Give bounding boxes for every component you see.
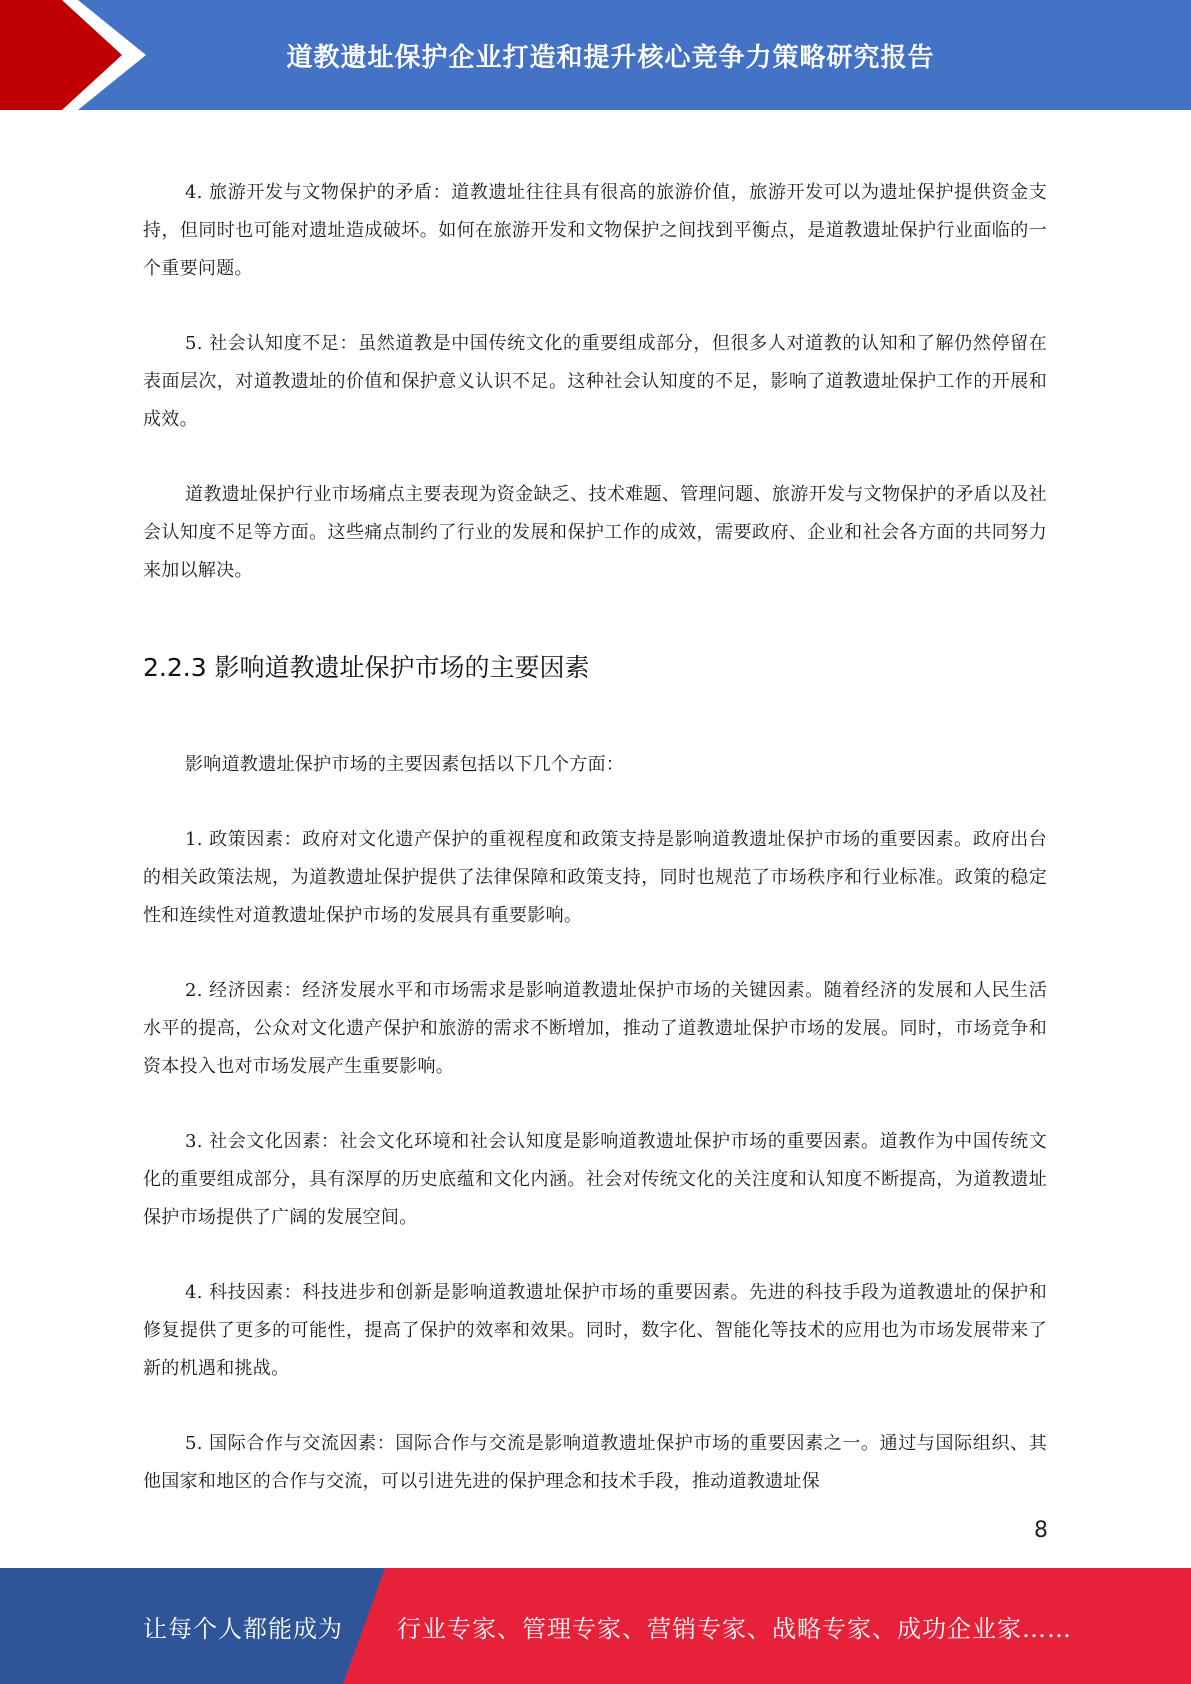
report-title: 道教遗址保护企业打造和提升核心竞争力策略研究报告 [286, 42, 935, 73]
header-arrow-decoration [0, 0, 200, 110]
document-body [143, 174, 1047, 1501]
paragraph-technology-factor: 4. 科技因素：科技进步和创新是影响道教遗址保护市场的重要因素。先进的科技手段为道教遗址的保护和修复提供了更多的可能性，提高了保护的效率和效果。同时，数字化、智能化等技术的应用也为市场发展带来了新的机遇和挑战。 [143, 1282, 1047, 1379]
paragraph-policy-factor: 1. 政策因素：政府对文化遗产保护的重视程度和政策支持是影响道教遗址保护市场的重要因素。政府出台的相关政策法规，为道教遗址保护提供了法律保障和政策支持，同时也规范了市场秩序和行业标准。政策的稳定性和连续性对道教遗址保护市场的发展具有重要影响。 [143, 829, 1047, 926]
paragraph-international-factor: 5. 国际合作与交流因素：国际合作与交流是影响道教遗址保护市场的重要因素之一。通过与国际组织、其他国家和地区的合作与交流，可以引进先进的保护理念和技术手段，推动道教遗址保 [143, 1433, 1047, 1492]
paragraph-social-culture-factor: 3. 社会文化因素：社会文化环境和社会认知度是影响道教遗址保护市场的重要因素。道教作为中国传统文化的重要组成部分，具有深厚的历史底蕴和文化内涵。社会对传统文化的关注度和认知度不断提高，为道教遗址保护市场提供了广阔的发展空间。 [143, 1131, 1047, 1228]
footer-slogan-left: 让每个人都能成为 [143, 1614, 343, 1643]
header-band [0, 0, 1191, 110]
paragraph-pain-points-summary: 道教遗址保护行业市场痛点主要表现为资金缺乏、技术难题、管理问题、旅游开发与文物保护的矛盾以及社会认知度不足等方面。这些痛点制约了行业的发展和保护工作的成效，需要政府、企业和社会各方面的共同努力来加以解决。 [143, 484, 1047, 581]
paragraph-social-awareness: 5. 社会认知度不足：虽然道教是中国传统文化的重要组成部分，但很多人对道教的认知和了解仍然停留在表面层次，对道教遗址的价值和保护意义认识不足。这种社会认知度的不足，影响了道教遗址保护工作的开展和成效。 [143, 333, 1047, 430]
paragraph-tourism-conflict: 4. 旅游开发与文物保护的矛盾：道教遗址往往具有很高的旅游价值，旅游开发可以为遗址保护提供资金支持，但同时也可能对遗址造成破坏。如何在旅游开发和文物保护之间找到平衡点，是道教遗址保护行业面临的一个重要问题。 [143, 182, 1047, 279]
paragraph-factors-intro: 影响道教遗址保护市场的主要因素包括以下几个方面： [185, 754, 625, 775]
footer-slogan-right: 行业专家、管理专家、营销专家、战略专家、成功企业家…… [397, 1614, 1072, 1643]
paragraph-economic-factor: 2. 经济因素：经济发展水平和市场需求是影响道教遗址保护市场的关键因素。随着经济的发展和人民生活水平的提高，公众对文化遗产保护和旅游的需求不断增加，推动了道教遗址保护市场的发展。同时，市场竞争和资本投入也对市场发展产生重要影响。 [143, 980, 1047, 1077]
section-heading: 2.2.3 影响道教遗址保护市场的主要因素 [143, 653, 590, 682]
page-number: 8 [1034, 1518, 1048, 1543]
footer-band [0, 1568, 1191, 1684]
